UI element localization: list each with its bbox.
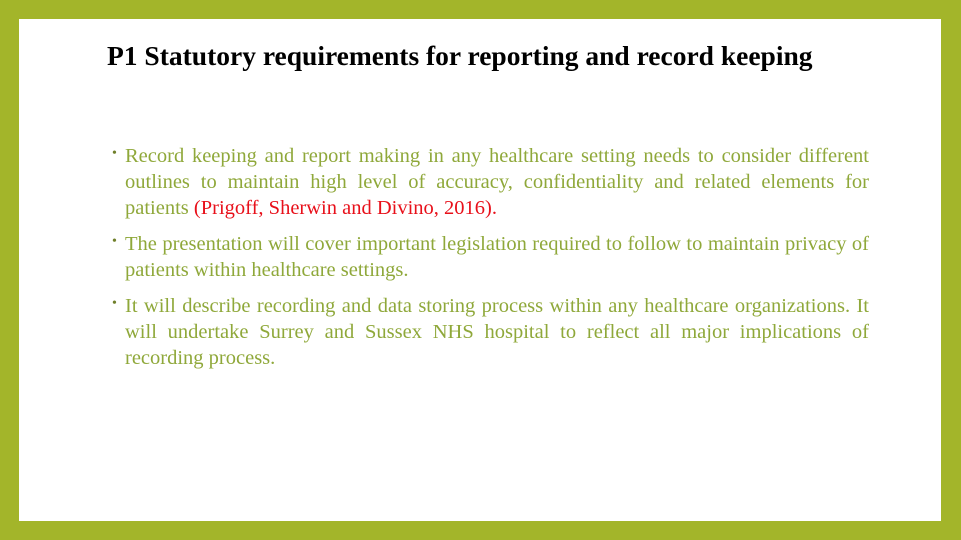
bullet-item (112, 293, 869, 371)
bullet-item (112, 231, 869, 283)
bullet-icon: • (112, 296, 117, 311)
bullet-text: Record keeping and report making in any healthcare setting needs to consider different outlines to maintain high level of accuracy, confidentiality and related elements for patients (125, 145, 869, 219)
slide-title: P1 Statutory requirements for reporting and record keeping (107, 40, 813, 71)
bullet-list (112, 143, 869, 381)
bullet-text: It will describe recording and data storing process within any healthcare organizations. It will undertake Surrey and Sussex NHS hospital to reflect all major implications of recording process. (125, 295, 869, 369)
bullet-icon: • (112, 234, 117, 249)
bullet-item (112, 143, 869, 221)
bullet-icon: • (112, 146, 117, 161)
slide-canvas (19, 19, 941, 521)
citation-text: (Prigoff, Sherwin and Divino, 2016). (193, 197, 497, 219)
bullet-text: The presentation will cover important legislation required to follow to maintain privacy of patients within healthcare settings. (125, 233, 869, 281)
